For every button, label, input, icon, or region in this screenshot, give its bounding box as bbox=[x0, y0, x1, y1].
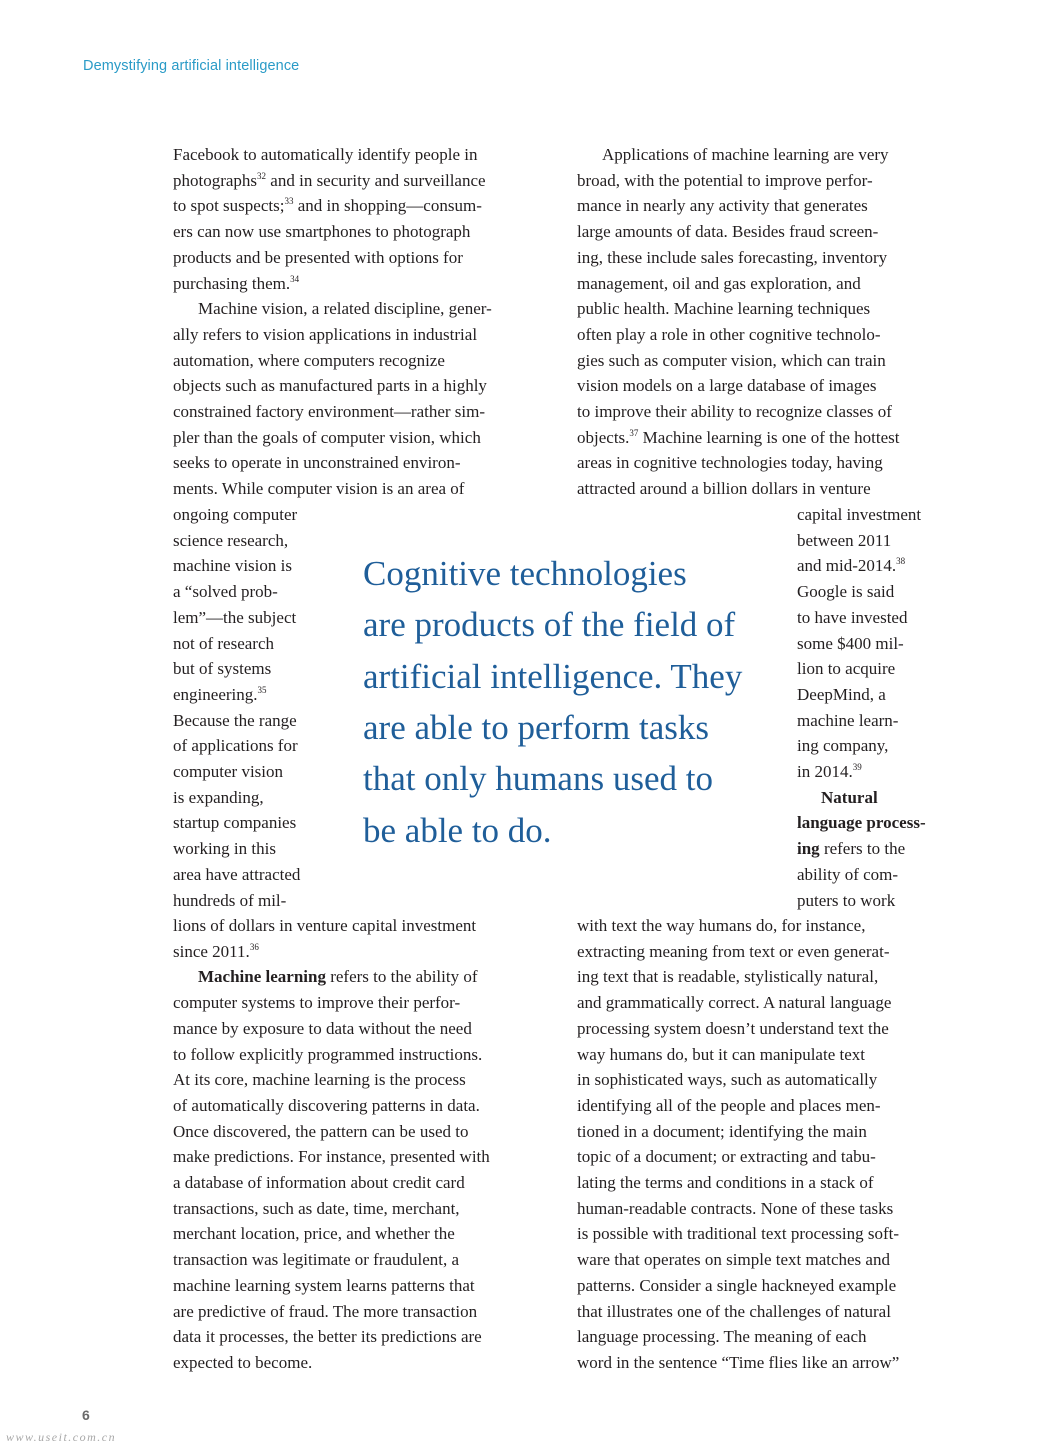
text-line: ware that operates on simple text matches and bbox=[577, 1250, 890, 1269]
text-line: to improve their ability to recognize classes of bbox=[577, 402, 892, 421]
text-line: data it processes, the better its predictions are bbox=[173, 1327, 482, 1346]
text-line: areas in cognitive technologies today, having bbox=[577, 453, 883, 472]
text-line: computer vision bbox=[173, 762, 284, 781]
page-number: 6 bbox=[82, 1407, 90, 1423]
text-line: human-readable contracts. None of these tasks bbox=[577, 1199, 894, 1218]
text-line: extracting meaning from text or even generat- bbox=[577, 942, 890, 961]
text-line: automation, where computers recognize bbox=[173, 351, 445, 370]
text-line: and grammatically correct. A natural language bbox=[577, 993, 892, 1012]
text-line bbox=[198, 967, 478, 987]
text-line: processing system doesn’t understand text the bbox=[577, 1019, 889, 1038]
text-run: engineering. bbox=[173, 685, 258, 704]
text-line bbox=[797, 762, 862, 782]
pull-quote-line: artificial intelligence. They bbox=[363, 657, 743, 696]
running-header: Demystifying artificial intelligence bbox=[83, 58, 300, 74]
text-line: machine vision is bbox=[173, 556, 292, 575]
text-line: mance by exposure to data without the need bbox=[173, 1019, 472, 1038]
text-run: photographs bbox=[173, 171, 258, 190]
text-run: to spot suspects; bbox=[173, 196, 285, 215]
text-line: products and be presented with options for bbox=[173, 248, 463, 267]
text-line: transactions, such as date, time, merchant, bbox=[173, 1199, 460, 1218]
text-line bbox=[173, 274, 299, 294]
term-natural: Natural bbox=[821, 788, 878, 807]
footnote-ref: 39 bbox=[852, 762, 862, 772]
text-line: lem”—the subject bbox=[173, 608, 297, 627]
text-line: between 2011 bbox=[797, 531, 892, 550]
footnote-ref: 36 bbox=[249, 942, 259, 952]
text-line: that illustrates one of the challenges of natural bbox=[577, 1302, 891, 1321]
text-line: Machine vision, a related discipline, gener- bbox=[198, 299, 492, 318]
text-line: lions of dollars in venture capital investment bbox=[173, 916, 477, 935]
text-line: ongoing computer bbox=[173, 505, 298, 524]
text-line: of applications for bbox=[173, 736, 298, 755]
text-line: public health. Machine learning techniques bbox=[577, 299, 871, 318]
text-line: ing text that is readable, stylistically natural, bbox=[577, 967, 879, 986]
text-line: constrained factory environment—rather sim- bbox=[173, 402, 486, 421]
text-line: identifying all of the people and places men- bbox=[577, 1096, 881, 1115]
text-run: in 2014. bbox=[797, 762, 853, 781]
term-machine-learning: Machine learning bbox=[198, 967, 326, 986]
text-line: large amounts of data. Besides fraud screen- bbox=[577, 222, 879, 241]
text-line: ments. While computer vision is an area of bbox=[173, 479, 465, 498]
text-line: topic of a document; or extracting and tabu- bbox=[577, 1147, 876, 1166]
text-line: computer systems to improve their perfor- bbox=[173, 993, 461, 1012]
text-line: of automatically discovering patterns in data. bbox=[173, 1096, 480, 1115]
text-line bbox=[797, 839, 905, 859]
text-run: and mid-2014. bbox=[797, 556, 897, 575]
footnote-ref: 35 bbox=[257, 685, 267, 695]
text-line: patterns. Consider a single hackneyed example bbox=[577, 1276, 897, 1295]
footnote-ref: 38 bbox=[896, 556, 906, 566]
text-line: a “solved prob- bbox=[173, 582, 278, 601]
text-line bbox=[173, 942, 259, 962]
text-run: Machine learning is one of the hottest bbox=[638, 428, 900, 447]
text-line: expected to become. bbox=[173, 1353, 313, 1372]
text-line: way humans do, but it can manipulate text bbox=[577, 1045, 865, 1064]
watermark: www.useit.com.cn bbox=[6, 1430, 117, 1444]
term-language-processing: language process- bbox=[797, 813, 926, 832]
text-line: broad, with the potential to improve perfor- bbox=[577, 171, 873, 190]
text-line: vision models on a large database of images bbox=[577, 376, 877, 395]
text-line: attracted around a billion dollars in venture bbox=[577, 479, 871, 498]
text-line bbox=[577, 428, 899, 448]
text-run: and in shopping—consum- bbox=[293, 196, 482, 215]
text-line: in sophisticated ways, such as automatically bbox=[577, 1070, 878, 1089]
text-line bbox=[173, 171, 486, 191]
text-line: science research, bbox=[173, 531, 289, 550]
pull-quote-line: are products of the field of bbox=[363, 605, 736, 644]
text-line: language processing. The meaning of each bbox=[577, 1327, 867, 1346]
text-line: DeepMind, a bbox=[797, 685, 886, 704]
text-line: seeks to operate in unconstrained environ- bbox=[173, 453, 461, 472]
text-line bbox=[821, 788, 878, 808]
pull-quote-line: Cognitive technologies bbox=[363, 554, 687, 593]
text-line: with text the way humans do, for instance, bbox=[577, 916, 866, 935]
text-line bbox=[173, 196, 482, 216]
text-run: refers to the ability of bbox=[330, 967, 478, 986]
text-line: often play a role in other cognitive technolo- bbox=[577, 325, 881, 344]
text-line: ability of com- bbox=[797, 865, 899, 884]
text-line: Applications of machine learning are very bbox=[602, 145, 889, 164]
text-line: Once discovered, the pattern can be used to bbox=[173, 1122, 469, 1141]
text-line: Facebook to automatically identify people in bbox=[173, 145, 478, 164]
text-run: purchasing them. bbox=[173, 274, 291, 293]
text-line: pler than the goals of computer vision, which bbox=[173, 428, 481, 447]
text-line: capital investment bbox=[797, 505, 922, 524]
text-line: lating the terms and conditions in a stack of bbox=[577, 1173, 874, 1192]
footnote-ref: 37 bbox=[629, 428, 639, 438]
text-line: lion to acquire bbox=[797, 659, 896, 678]
text-line: tioned in a document; identifying the main bbox=[577, 1122, 867, 1141]
text-line: is expanding, bbox=[173, 788, 264, 807]
text-line: Google is said bbox=[797, 582, 895, 601]
term-ing: ing bbox=[797, 839, 820, 858]
text-run: and in security and surveillance bbox=[266, 171, 486, 190]
text-line: to follow explicitly programmed instructions. bbox=[173, 1045, 483, 1064]
text-line: is possible with traditional text processing soft- bbox=[577, 1224, 900, 1243]
text-line: mance in nearly any activity that generates bbox=[577, 196, 868, 215]
text-line: ers can now use smartphones to photograph bbox=[173, 222, 471, 241]
text-line: machine learn- bbox=[797, 711, 899, 730]
text-line: merchant location, price, and whether the bbox=[173, 1224, 455, 1243]
text-line: At its core, machine learning is the process bbox=[173, 1070, 466, 1089]
footnote-ref: 34 bbox=[290, 274, 300, 284]
text-line: are predictive of fraud. The more transaction bbox=[173, 1302, 478, 1321]
text-line: but of systems bbox=[173, 659, 272, 678]
text-line: some $400 mil- bbox=[797, 634, 904, 653]
footnote-ref: 32 bbox=[257, 171, 267, 181]
text-line: working in this bbox=[173, 839, 276, 858]
text-line bbox=[797, 556, 905, 576]
text-line: objects such as manufactured parts in a highly bbox=[173, 376, 487, 395]
text-line: word in the sentence “Time flies like an arrow” bbox=[577, 1353, 900, 1372]
text-line: to have invested bbox=[797, 608, 908, 627]
text-line: gies such as computer vision, which can train bbox=[577, 351, 886, 370]
pull-quote-line: are able to perform tasks bbox=[363, 708, 709, 747]
text-line: machine learning system learns patterns that bbox=[173, 1276, 475, 1295]
pull-quote-line: be able to do. bbox=[363, 811, 552, 850]
text-line bbox=[173, 685, 267, 705]
pull-quote-line: that only humans used to bbox=[363, 759, 713, 798]
text-line: hundreds of mil- bbox=[173, 891, 287, 910]
text-line: management, oil and gas exploration, and bbox=[577, 274, 861, 293]
text-line: startup companies bbox=[173, 813, 297, 832]
text-run: since 2011. bbox=[173, 942, 250, 961]
text-line: make predictions. For instance, presented with bbox=[173, 1147, 490, 1166]
footnote-ref: 33 bbox=[284, 196, 294, 206]
text-run: refers to the bbox=[823, 839, 906, 858]
text-line: Because the range bbox=[173, 711, 297, 730]
text-line: ing, these include sales forecasting, inventory bbox=[577, 248, 888, 267]
text-line: transaction was legitimate or fraudulent, a bbox=[173, 1250, 460, 1269]
text-line: ing company, bbox=[797, 736, 889, 755]
text-run: objects. bbox=[577, 428, 630, 447]
text-line: area have attracted bbox=[173, 865, 301, 884]
text-line bbox=[797, 813, 926, 833]
text-line: puters to work bbox=[797, 891, 896, 910]
text-line: ally refers to vision applications in industrial bbox=[173, 325, 478, 344]
text-line: a database of information about credit card bbox=[173, 1173, 465, 1192]
text-line: not of research bbox=[173, 634, 275, 653]
